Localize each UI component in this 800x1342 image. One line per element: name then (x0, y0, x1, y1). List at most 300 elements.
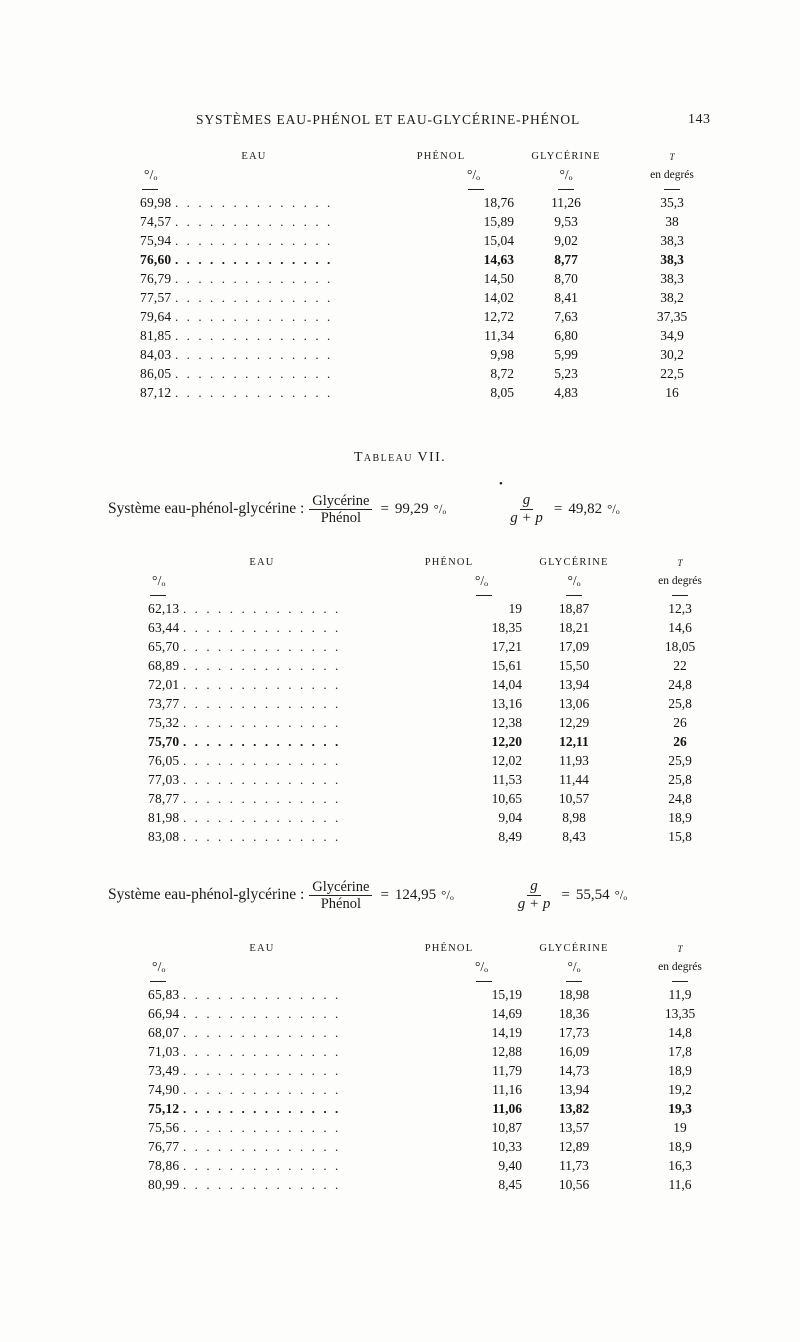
formula-1-value: 99,29 (394, 500, 429, 517)
col-unit-t: en degrés (650, 168, 694, 181)
col-header-eau: EAU (241, 150, 267, 162)
cell-t: 30,2 (660, 346, 684, 362)
cell-t: 19,2 (668, 1081, 692, 1097)
col-header-t: t (669, 148, 675, 163)
cell-eau-value: 75,12 (148, 1100, 180, 1116)
cell-eau-value: 76,77 (148, 1138, 180, 1154)
formula-2-numerator-2: g (527, 878, 541, 896)
cell-eau-value: 72,01 (148, 676, 180, 692)
cell-t: 38,3 (660, 251, 684, 267)
col-header-glycerine: GLYCÉRINE (539, 556, 609, 568)
cell-glycerine: 18,21 (558, 619, 590, 635)
rule-phenol (476, 981, 492, 982)
cell-eau (148, 1137, 376, 1156)
cell-t: 38,3 (660, 232, 684, 248)
cell-glycerine: 14,73 (558, 1062, 590, 1078)
table-bottom-block (0, 940, 800, 1194)
cell-t: 16,3 (668, 1157, 692, 1173)
cell-phenol: 8,05 (490, 384, 514, 400)
formula-1-unit: °/ₒ (433, 501, 447, 517)
leader-dots: . . . . . . . . . . . . . . (182, 1119, 341, 1135)
leader-dots: . . . . . . . . . . . . . . (182, 771, 341, 787)
table-row (140, 383, 726, 402)
leader-dots: . . . . . . . . . . . . . . (174, 232, 333, 248)
cell-phenol: 12,88 (491, 1043, 522, 1059)
cell-eau-value: 66,94 (148, 1005, 180, 1021)
table-row (140, 364, 726, 383)
cell-glycerine: 11,73 (559, 1157, 589, 1173)
cell-glycerine: 13,06 (558, 695, 590, 711)
cell-eau (148, 694, 376, 713)
leader-dots: . . . . . . . . . . . . . . (182, 1043, 341, 1059)
cell-phenol: 14,04 (491, 676, 522, 692)
cell-phenol: 15,19 (491, 986, 522, 1002)
col-header-eau: EAU (249, 942, 275, 954)
table-bottom (148, 940, 734, 1194)
col-unit-eau: °/ₒ (144, 166, 158, 182)
cell-phenol: 14,69 (491, 1005, 522, 1021)
cell-eau (148, 675, 376, 694)
cell-glycerine: 18,36 (558, 1005, 590, 1021)
table-row (148, 789, 734, 808)
cell-glycerine: 5,99 (554, 346, 578, 362)
table-header-row (148, 554, 734, 571)
cell-eau (140, 383, 368, 402)
cell-t: 13,35 (664, 1005, 696, 1021)
cell-eau-value: 86,05 (140, 365, 172, 381)
cell-eau (140, 231, 368, 250)
table-row (140, 307, 726, 326)
cell-t: 37,35 (656, 308, 688, 324)
cell-phenol: 8,72 (490, 365, 514, 381)
table-row (148, 1042, 734, 1061)
cell-glycerine: 11,44 (559, 771, 589, 787)
table-row (148, 1099, 734, 1118)
cell-phenol: 14,02 (483, 289, 514, 305)
col-header-phenol: PHÉNOL (424, 942, 474, 954)
cell-eau (148, 1080, 376, 1099)
running-head: SYSTÈMES EAU-PHÉNOL ET EAU-GLYCÉRINE-PHÉNOL (196, 112, 581, 127)
cell-glycerine: 11,93 (559, 752, 589, 768)
formula-2-denominator-2: g + p (517, 895, 551, 912)
cell-phenol: 18,76 (483, 194, 514, 210)
col-unit-phenol: °/ₒ (466, 166, 480, 182)
cell-phenol: 14,19 (491, 1024, 522, 1040)
cell-eau (140, 269, 368, 288)
rule-glycerine (558, 189, 574, 190)
cell-eau-value: 81,85 (140, 327, 172, 343)
formula-2-value: 124,95 (394, 886, 437, 903)
leader-dots: . . . . . . . . . . . . . . (174, 213, 333, 229)
table-row (148, 1023, 734, 1042)
cell-eau (148, 770, 376, 789)
table-row (148, 656, 734, 675)
rule-eau (150, 595, 166, 596)
cell-eau (140, 288, 368, 307)
formula-2-fraction (309, 879, 372, 912)
leader-dots: . . . . . . . . . . . . . . (182, 1157, 341, 1173)
formula-1-value-2: 49,82 (568, 500, 603, 517)
table-row (148, 618, 734, 637)
table-row (148, 1137, 734, 1156)
formula-1-fraction-2 (507, 492, 546, 527)
table-row (140, 269, 726, 288)
cell-glycerine: 9,53 (554, 213, 578, 229)
cell-eau (140, 364, 368, 383)
rule-t (672, 981, 688, 982)
cell-phenol: 8,45 (498, 1176, 522, 1192)
cell-glycerine: 12,11 (559, 733, 589, 749)
cell-glycerine: 17,09 (558, 638, 590, 654)
col-header-t: t (677, 554, 683, 569)
table-row (148, 1175, 734, 1194)
table-row (148, 637, 734, 656)
cell-t: 15,8 (668, 828, 692, 844)
cell-t: 14,6 (668, 619, 692, 635)
cell-glycerine: 12,29 (558, 714, 590, 730)
cell-eau-value: 65,83 (148, 986, 180, 1002)
cell-glycerine: 11,26 (551, 194, 581, 210)
col-unit-t: en degrés (658, 574, 702, 587)
cell-glycerine: 18,87 (558, 600, 590, 616)
cell-phenol: 17,21 (491, 638, 522, 654)
cell-eau (140, 193, 368, 212)
table-row (140, 250, 726, 269)
formula-1 (108, 492, 620, 527)
table-row (148, 675, 734, 694)
cell-eau (140, 212, 368, 231)
table-header-row (140, 148, 726, 165)
cell-t: 26 (673, 714, 687, 730)
cell-eau (148, 637, 376, 656)
cell-eau-value: 77,57 (140, 289, 172, 305)
table-top-body (140, 193, 726, 402)
col-unit-phenol: °/ₒ (474, 572, 488, 588)
table-row (140, 345, 726, 364)
cell-phenol: 9,04 (498, 809, 522, 825)
cell-glycerine: 8,43 (562, 828, 586, 844)
rule-eau (142, 189, 158, 190)
table-row (148, 751, 734, 770)
table-rule-row (140, 184, 726, 193)
leader-dots: . . . . . . . . . . . . . . (174, 270, 333, 286)
cell-eau (140, 307, 368, 326)
cell-t: 12,3 (668, 600, 692, 616)
leader-dots: . . . . . . . . . . . . . . (182, 752, 341, 768)
cell-eau-value: 75,32 (148, 714, 180, 730)
cell-eau (148, 1099, 376, 1118)
cell-phenol: 10,87 (491, 1119, 522, 1135)
cell-eau-value: 78,86 (148, 1157, 180, 1173)
cell-eau (148, 618, 376, 637)
cell-eau-value: 79,64 (140, 308, 172, 324)
leader-dots: . . . . . . . . . . . . . . (174, 327, 333, 343)
table-row (148, 1061, 734, 1080)
table-row (148, 732, 734, 751)
cell-t: 16 (665, 384, 679, 400)
leader-dots: . . . . . . . . . . . . . . (182, 695, 341, 711)
table-bottom-body (148, 985, 734, 1194)
cell-glycerine: 13,82 (558, 1100, 590, 1116)
col-header-phenol: PHÉNOL (416, 150, 466, 162)
leader-dots: . . . . . . . . . . . . . . (182, 676, 341, 692)
leader-dots: . . . . . . . . . . . . . . (182, 600, 341, 616)
formula-1-unit-2: °/ₒ (607, 501, 620, 517)
cell-glycerine: 16,09 (558, 1043, 590, 1059)
leader-dots: . . . . . . . . . . . . . . (182, 1100, 341, 1116)
table-subheader-row (140, 165, 726, 184)
formula-2-fraction-2 (515, 878, 554, 913)
formula-1-denominator: Phénol (320, 509, 361, 526)
table-row (140, 231, 726, 250)
cell-glycerine: 6,80 (554, 327, 578, 343)
cell-eau (148, 732, 376, 751)
rule-eau (150, 981, 166, 982)
cell-t: 18,9 (668, 1138, 692, 1154)
page-number: 143 (688, 112, 711, 127)
cell-eau-value: 74,90 (148, 1081, 180, 1097)
cell-eau (148, 1023, 376, 1042)
cell-phenol: 14,50 (483, 270, 514, 286)
cell-t: 35,3 (660, 194, 684, 210)
col-header-glycerine: GLYCÉRINE (539, 942, 609, 954)
col-unit-phenol: °/ₒ (474, 958, 488, 974)
cell-eau-value: 65,70 (148, 638, 180, 654)
cell-eau-value: 80,99 (148, 1176, 180, 1192)
leader-dots: . . . . . . . . . . . . . . (182, 790, 341, 806)
cell-phenol: 9,98 (490, 346, 514, 362)
cell-eau-value: 75,94 (140, 232, 172, 248)
cell-glycerine: 5,23 (554, 365, 578, 381)
col-unit-glycerine: °/ₒ (559, 166, 573, 182)
cell-phenol: 10,33 (491, 1138, 522, 1154)
formula-2-equals: = (380, 886, 389, 903)
cell-glycerine: 13,57 (558, 1119, 590, 1135)
cell-eau (148, 713, 376, 732)
formula-1-equals-2: = (553, 500, 563, 517)
cell-t: 18,05 (664, 638, 696, 654)
cell-glycerine: 9,02 (554, 232, 578, 248)
leader-dots: . . . . . . . . . . . . . . (174, 251, 333, 267)
cell-phenol: 18,35 (491, 619, 522, 635)
cell-phenol: 11,16 (492, 1081, 522, 1097)
cell-glycerine: 8,41 (554, 289, 578, 305)
formula-2-label: Système eau-phénol-glycérine : (108, 886, 305, 904)
cell-eau (148, 599, 376, 618)
leader-dots: . . . . . . . . . . . . . . (182, 1138, 341, 1154)
rule-phenol (476, 595, 492, 596)
cell-eau (148, 1118, 376, 1137)
col-header-glycerine: GLYCÉRINE (531, 150, 601, 162)
tableau-caption: Tableau VII. (353, 450, 447, 465)
formula-2-equals-2: = (561, 886, 570, 903)
cell-t: 25,8 (668, 771, 692, 787)
table-row (148, 1156, 734, 1175)
cell-t: 19,3 (668, 1100, 692, 1116)
table-middle-body (148, 599, 734, 846)
formula-2-unit-2: °/ₒ (614, 887, 628, 903)
cell-t: 38,2 (660, 289, 684, 305)
table-subheader-row (148, 571, 734, 590)
table-middle-block (0, 554, 800, 846)
cell-glycerine: 8,77 (554, 251, 578, 267)
leader-dots: . . . . . . . . . . . . . . (182, 1062, 341, 1078)
cell-eau-value: 74,57 (140, 213, 172, 229)
cell-phenol: 12,02 (491, 752, 522, 768)
cell-glycerine: 8,70 (554, 270, 578, 286)
cell-glycerine: 15,50 (558, 657, 590, 673)
cell-eau (148, 1156, 376, 1175)
table-row (148, 694, 734, 713)
leader-dots: . . . . . . . . . . . . . . (182, 619, 341, 635)
rule-t (664, 189, 680, 190)
cell-t: 26 (673, 733, 687, 749)
cell-phenol: 10,65 (491, 790, 522, 806)
cell-eau-value: 76,60 (140, 251, 172, 267)
leader-dots: . . . . . . . . . . . . . . (182, 1081, 341, 1097)
cell-glycerine: 12,89 (558, 1138, 590, 1154)
formula-1-equals: = (380, 500, 389, 517)
formula-2-numerator: Glycérine (309, 879, 372, 896)
leader-dots: . . . . . . . . . . . . . . (174, 194, 333, 210)
table-row (140, 212, 726, 231)
table-row (148, 1118, 734, 1137)
cell-phenol: 8,49 (498, 828, 522, 844)
cell-t: 22,5 (660, 365, 684, 381)
cell-eau-value: 73,49 (148, 1062, 180, 1078)
cell-eau (148, 656, 376, 675)
formula-2 (108, 878, 627, 913)
cell-t: 19 (673, 1119, 687, 1135)
cell-t: 11,6 (668, 1176, 692, 1192)
formula-2-value-2: 55,54 (575, 886, 610, 903)
cell-glycerine: 8,98 (562, 809, 586, 825)
table-subheader-row (148, 957, 734, 976)
leader-dots: . . . . . . . . . . . . . . (182, 733, 341, 749)
leader-dots: . . . . . . . . . . . . . . (174, 365, 333, 381)
table-rule-row (148, 590, 734, 599)
cell-eau-value: 77,03 (148, 771, 180, 787)
cell-glycerine: 10,56 (558, 1176, 590, 1192)
cell-eau (148, 1175, 376, 1194)
leader-dots: . . . . . . . . . . . . . . (182, 986, 341, 1002)
cell-eau-value: 71,03 (148, 1043, 180, 1059)
leader-dots: . . . . . . . . . . . . . . (174, 289, 333, 305)
cell-phenol: 11,79 (492, 1062, 522, 1078)
cell-eau-value: 78,77 (148, 790, 180, 806)
cell-eau (148, 1061, 376, 1080)
rule-glycerine (566, 981, 582, 982)
cell-eau-value: 81,98 (148, 809, 180, 825)
leader-dots: . . . . . . . . . . . . . . (182, 1176, 341, 1192)
formula-1-numerator-2: g (520, 492, 534, 510)
leader-dots: . . . . . . . . . . . . . . (182, 828, 341, 844)
cell-eau-value: 75,70 (148, 733, 180, 749)
cell-phenol: 12,38 (491, 714, 522, 730)
col-header-eau: EAU (249, 556, 275, 568)
cell-t: 18,9 (668, 1062, 692, 1078)
cell-phenol: 9,40 (498, 1157, 522, 1173)
table-row (140, 288, 726, 307)
table-row (148, 808, 734, 827)
cell-glycerine: 13,94 (558, 676, 590, 692)
cell-eau (148, 1004, 376, 1023)
table-row (148, 713, 734, 732)
table-row (148, 1004, 734, 1023)
cell-eau (140, 345, 368, 364)
leader-dots: . . . . . . . . . . . . . . (174, 346, 333, 362)
cell-eau-value: 68,89 (148, 657, 180, 673)
table-top (140, 148, 726, 402)
leader-dots: . . . . . . . . . . . . . . (182, 638, 341, 654)
cell-glycerine: 18,98 (558, 986, 590, 1002)
cell-eau (140, 326, 368, 345)
cell-t: 14,8 (668, 1024, 692, 1040)
cell-glycerine: 4,83 (554, 384, 578, 400)
cell-t: 22 (673, 657, 687, 673)
leader-dots: . . . . . . . . . . . . . . (174, 384, 333, 400)
cell-phenol: 15,61 (491, 657, 522, 673)
cell-phenol: 15,04 (483, 232, 514, 248)
table-middle (148, 554, 734, 846)
cell-eau (148, 1042, 376, 1061)
cell-glycerine: 7,63 (554, 308, 578, 324)
col-unit-eau: °/ₒ (152, 572, 166, 588)
col-unit-t: en degrés (658, 960, 702, 973)
cell-phenol: 19 (508, 600, 522, 616)
cell-glycerine: 13,94 (558, 1081, 590, 1097)
col-unit-glycerine: °/ₒ (567, 572, 581, 588)
cell-eau (148, 751, 376, 770)
rule-phenol (468, 189, 484, 190)
table-top-block (0, 148, 800, 402)
formula-2-unit: °/ₒ (441, 887, 454, 903)
table-row (148, 1080, 734, 1099)
table-row (148, 985, 734, 1004)
cell-glycerine: 10,57 (558, 790, 590, 806)
cell-phenol: 15,89 (483, 213, 514, 229)
cell-eau (148, 827, 376, 846)
table-header-row (148, 940, 734, 957)
cell-phenol: 11,34 (484, 327, 514, 343)
formula-2-denominator: Phénol (320, 895, 361, 912)
cell-eau-value: 62,13 (148, 600, 180, 616)
table-row (148, 827, 734, 846)
rule-glycerine (566, 595, 582, 596)
asterisk-mark: • (499, 478, 503, 490)
cell-t: 17,8 (668, 1043, 692, 1059)
table-rule-row (148, 976, 734, 985)
table-row (140, 326, 726, 345)
cell-phenol: 11,06 (492, 1100, 522, 1116)
cell-t: 34,9 (660, 327, 684, 343)
cell-phenol: 12,72 (483, 308, 514, 324)
cell-t: 11,9 (668, 986, 692, 1002)
cell-eau-value: 75,56 (148, 1119, 180, 1135)
table-row (148, 599, 734, 618)
cell-t: 38,3 (660, 270, 684, 286)
col-header-t: t (677, 940, 683, 955)
cell-eau-value: 76,05 (148, 752, 180, 768)
leader-dots: . . . . . . . . . . . . . . (182, 714, 341, 730)
cell-eau-value: 63,44 (148, 619, 180, 635)
cell-eau-value: 83,08 (148, 828, 180, 844)
formula-1-numerator: Glycérine (309, 493, 372, 510)
cell-glycerine: 17,73 (558, 1024, 590, 1040)
leader-dots: . . . . . . . . . . . . . . (182, 809, 341, 825)
cell-eau-value: 84,03 (140, 346, 172, 362)
leader-dots: . . . . . . . . . . . . . . (182, 1005, 341, 1021)
